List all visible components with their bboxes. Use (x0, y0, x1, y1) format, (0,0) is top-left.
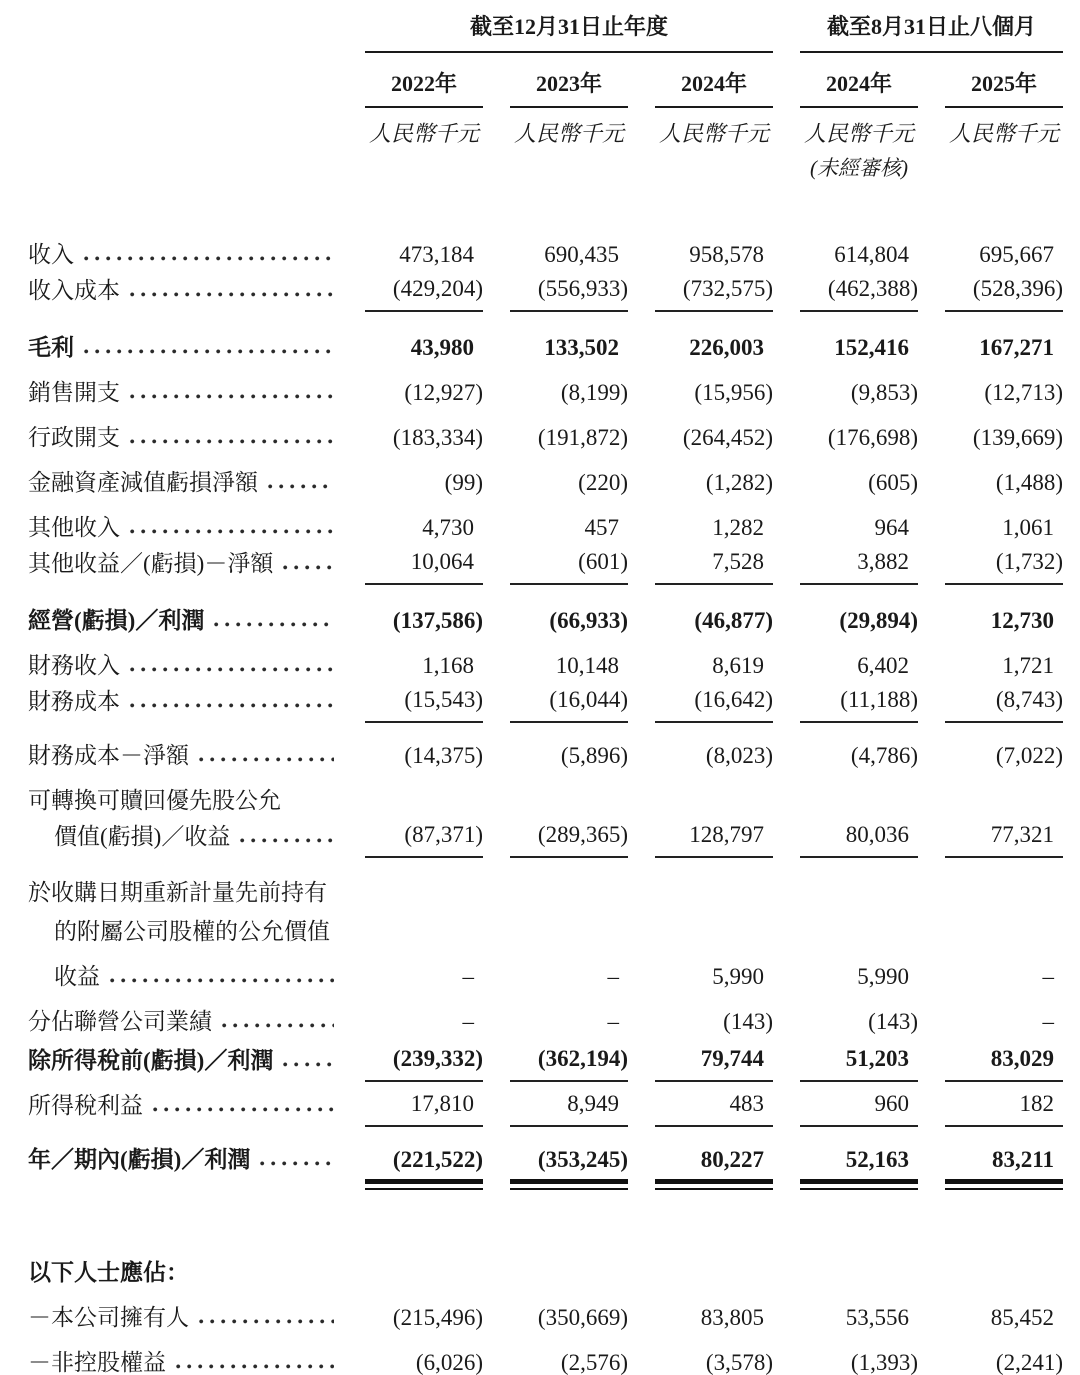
row-label-text: 經營(虧損)／利潤 (28, 607, 205, 633)
row-label (28, 608, 338, 633)
dot-leader (199, 1319, 334, 1324)
value-cell: (4,786) (850, 742, 918, 768)
dot-leader (214, 622, 334, 627)
row-label (28, 880, 338, 905)
table-row (28, 450, 1063, 495)
value-cell: – (607, 963, 619, 989)
unit-label: 人民幣千元 (513, 121, 624, 146)
double-rule (510, 1179, 628, 1190)
value-cell: (143) (723, 1008, 773, 1034)
year-header-row (28, 67, 1063, 108)
unit-label: 人民幣千元 (948, 121, 1059, 146)
value-cell: – (1042, 963, 1054, 989)
row-label-text: －本公司擁有人 (28, 1304, 189, 1330)
value-cell: (15,956) (694, 379, 773, 405)
row-label (28, 788, 338, 813)
dot-leader (110, 978, 334, 983)
value-cell: 83,211 (992, 1146, 1054, 1172)
value-cell: (9,853) (850, 379, 918, 405)
value-cell: 17,810 (365, 1091, 483, 1127)
value-cell: (176,698) (827, 424, 918, 450)
dot-leader (240, 838, 334, 843)
table-row (28, 315, 1063, 360)
value-cell: (1,488) (995, 469, 1063, 495)
value-cell: (2,576) (560, 1349, 628, 1375)
row-label (28, 278, 338, 312)
audit-note-unaudited: (未經審核) (810, 156, 908, 180)
value-cell: 80,227 (700, 1146, 764, 1172)
double-rule (365, 1179, 483, 1190)
row-label (28, 1048, 338, 1082)
table-header (28, 10, 1063, 182)
value-cell: (16,044) (510, 687, 628, 723)
dot-leader (222, 1023, 334, 1028)
value-cell: 77,321 (945, 822, 1063, 858)
dot-leader (268, 484, 334, 489)
row-label-text: 財務收入 (28, 652, 120, 678)
dot-leader (283, 1062, 334, 1067)
value-cell: (137,586) (392, 607, 483, 633)
row-label-text: 行政開支 (28, 424, 120, 450)
value-cell: 52,163 (845, 1146, 909, 1172)
value-cell: (8,023) (705, 742, 773, 768)
value-cell: 8,949 (510, 1091, 628, 1127)
value-cell: (16,642) (655, 687, 773, 723)
row-label (28, 743, 338, 768)
row-label-text: 收入成本 (28, 277, 120, 303)
value-cell: 43,980 (410, 334, 474, 360)
value-cell: 1,168 (422, 652, 474, 678)
value-cell: 960 (800, 1091, 918, 1127)
value-cell: (732,575) (655, 276, 773, 312)
row-label (28, 1260, 338, 1285)
row-label-text: 金融資產減值虧損淨額 (28, 469, 258, 495)
note-header-row (28, 152, 1063, 182)
value-cell: (3,578) (705, 1349, 773, 1375)
value-cell: (362,194) (510, 1046, 628, 1082)
value-cell: 226,003 (689, 334, 764, 360)
value-cell: (239,332) (365, 1046, 483, 1082)
value-cell: 133,502 (544, 334, 619, 360)
row-label (28, 380, 338, 405)
value-cell: (462,388) (800, 276, 918, 312)
value-cell: 1,721 (1002, 652, 1054, 678)
row-label-text: 收益 (54, 963, 100, 989)
value-cell: 6,402 (857, 652, 909, 678)
value-cell: 5,990 (857, 963, 909, 989)
value-cell: 614,804 (834, 241, 909, 267)
value-cell: (7,022) (995, 742, 1063, 768)
row-label-text: 毛利 (28, 334, 74, 360)
table-row (28, 1127, 1063, 1172)
row-label (28, 964, 338, 989)
value-cell: 457 (584, 514, 619, 540)
value-cell: (528,396) (945, 276, 1063, 312)
dot-leader (130, 394, 334, 399)
value-cell: 4,730 (422, 514, 474, 540)
row-label (28, 242, 338, 267)
dot-leader (199, 757, 334, 762)
row-label-text: 可轉換可贖回優先股公允 (28, 787, 281, 813)
table-row (28, 905, 1063, 944)
row-label (28, 1093, 338, 1127)
value-cell: (66,933) (549, 607, 628, 633)
dot-leader (283, 565, 334, 570)
value-cell: (1,732) (945, 549, 1063, 585)
period-group-annual (365, 10, 773, 53)
year-header-2024: 2024年 (655, 67, 773, 108)
value-cell: (8,743) (945, 687, 1063, 723)
value-cell: (14,375) (404, 742, 483, 768)
value-cell: 182 (945, 1091, 1063, 1127)
dot-leader (130, 703, 334, 708)
value-cell: (143) (868, 1008, 918, 1034)
row-label (28, 1009, 338, 1034)
double-rule-row (28, 1179, 1063, 1190)
year-header-2024-interim: 2024年 (800, 67, 918, 108)
table-body (28, 222, 1063, 1375)
row-label-text: 分佔聯營公司業績 (28, 1008, 212, 1034)
table-row (28, 1082, 1063, 1127)
row-label-text: 銷售開支 (28, 379, 120, 405)
table-row (28, 405, 1063, 450)
row-label (28, 1305, 338, 1330)
value-cell: (221,522) (392, 1146, 483, 1172)
value-cell: (353,245) (537, 1146, 628, 1172)
row-label (28, 335, 338, 360)
row-label (28, 551, 338, 585)
value-cell: (1,393) (850, 1349, 918, 1375)
row-label-text: 的附屬公司股權的公允價值 (54, 918, 330, 944)
table-row (28, 633, 1063, 678)
value-cell: (350,669) (537, 1304, 628, 1330)
value-cell: (1,282) (705, 469, 773, 495)
year-header-2023: 2023年 (510, 67, 628, 108)
dot-leader (260, 1161, 334, 1166)
value-cell: (2,241) (995, 1349, 1063, 1375)
row-label (28, 1147, 338, 1172)
value-cell: (8,199) (560, 379, 628, 405)
value-cell: 1,061 (1002, 514, 1054, 540)
row-label (28, 515, 338, 540)
unit-label: 人民幣千元 (658, 121, 769, 146)
table-row (28, 1330, 1063, 1375)
year-header-2022: 2022年 (365, 67, 483, 108)
period-group-row (28, 10, 1063, 53)
value-cell: (191,872) (537, 424, 628, 450)
table-row (28, 222, 1063, 267)
value-cell: 3,882 (800, 549, 918, 585)
unit-label: 人民幣千元 (368, 121, 479, 146)
row-label-text: 其他收入 (28, 514, 120, 540)
value-cell: (601) (510, 549, 628, 585)
value-cell: 10,064 (365, 549, 483, 585)
value-cell: – (462, 963, 474, 989)
row-label-text: 除所得稅前(虧損)／利潤 (28, 1047, 274, 1073)
table-row (28, 540, 1063, 585)
value-cell: 53,556 (845, 1304, 909, 1330)
value-cell: – (462, 1008, 474, 1034)
value-cell: 964 (874, 514, 909, 540)
row-label-text: 年／期內(虧損)／利潤 (28, 1146, 251, 1172)
value-cell: 79,744 (655, 1046, 773, 1082)
value-cell: (5,896) (560, 742, 628, 768)
dot-leader (153, 1107, 334, 1112)
value-cell: (605) (868, 469, 918, 495)
row-label (28, 425, 338, 450)
value-cell: 7,528 (655, 549, 773, 585)
row-label-text: 價值(虧損)／收益 (54, 823, 231, 849)
table-row (28, 1246, 1063, 1285)
value-cell: (556,933) (510, 276, 628, 312)
value-cell: 152,416 (834, 334, 909, 360)
row-label (28, 689, 338, 723)
table-row (28, 1037, 1063, 1082)
row-label-text: 於收購日期重新計量先前持有 (28, 879, 327, 905)
row-label (28, 824, 338, 858)
value-cell: (11,188) (800, 687, 918, 723)
table-row (28, 866, 1063, 905)
value-cell: 958,578 (689, 241, 764, 267)
row-label-text: 財務成本 (28, 688, 120, 714)
value-cell: 10,148 (555, 652, 619, 678)
row-label (28, 470, 338, 495)
audit-note (945, 152, 1063, 182)
double-rule (945, 1179, 1063, 1190)
value-cell: 85,452 (990, 1304, 1054, 1330)
dot-leader (176, 1364, 334, 1369)
table-row (28, 495, 1063, 540)
year-header-2025: 2025年 (945, 67, 1063, 108)
value-cell: (289,365) (510, 822, 628, 858)
value-cell: (46,877) (694, 607, 773, 633)
value-cell: (183,334) (392, 424, 483, 450)
dot-leader (84, 256, 334, 261)
table-row (28, 588, 1063, 633)
value-cell: 8,619 (712, 652, 764, 678)
dot-leader (130, 529, 334, 534)
audit-note (655, 152, 773, 182)
value-cell: (264,452) (682, 424, 773, 450)
value-cell: (215,496) (392, 1304, 483, 1330)
period-group-interim (800, 10, 1063, 53)
table-row (28, 267, 1063, 312)
value-cell: 80,036 (800, 822, 918, 858)
period-group-interim-title: 截至8月31日止八個月 (826, 14, 1036, 39)
table-row (28, 944, 1063, 989)
value-cell: 483 (655, 1091, 773, 1127)
value-cell: (12,713) (984, 379, 1063, 405)
table-row (28, 813, 1063, 858)
value-cell: – (1042, 1008, 1054, 1034)
value-cell: (87,371) (365, 822, 483, 858)
value-cell: (29,894) (839, 607, 918, 633)
table-row (28, 774, 1063, 813)
dot-leader (130, 439, 334, 444)
value-cell: 83,029 (945, 1046, 1063, 1082)
value-cell: 128,797 (655, 822, 773, 858)
value-cell: 1,282 (712, 514, 764, 540)
value-cell: (6,026) (415, 1349, 483, 1375)
row-label-text: 收入 (28, 241, 74, 267)
value-cell: 690,435 (544, 241, 619, 267)
double-rule (800, 1179, 918, 1190)
value-cell: (220) (578, 469, 628, 495)
row-label-text: 所得稅利益 (28, 1092, 143, 1118)
table-row (28, 678, 1063, 723)
audit-note (365, 152, 483, 182)
table-row (28, 1285, 1063, 1330)
dot-leader (130, 292, 334, 297)
table-row (28, 360, 1063, 405)
row-label-text: 其他收益／(虧損)－淨額 (28, 550, 274, 576)
row-label (28, 1350, 338, 1375)
value-cell: 473,184 (399, 241, 474, 267)
period-group-annual-title: 截至12月31日止年度 (469, 14, 668, 39)
row-label-text: 以下人士應佔： (28, 1259, 189, 1285)
value-cell: (12,927) (404, 379, 483, 405)
double-rule (655, 1179, 773, 1190)
value-cell: (429,204) (365, 276, 483, 312)
value-cell: (99) (444, 469, 483, 495)
value-cell: 695,667 (979, 241, 1054, 267)
row-label (28, 919, 338, 944)
audit-note (510, 152, 628, 182)
value-cell: 12,730 (990, 607, 1054, 633)
value-cell: 51,203 (800, 1046, 918, 1082)
value-cell: (15,543) (365, 687, 483, 723)
value-cell: 5,990 (712, 963, 764, 989)
row-label (28, 653, 338, 678)
dot-leader (130, 667, 334, 672)
value-cell: – (607, 1008, 619, 1034)
value-cell: 167,271 (979, 334, 1054, 360)
unit-header-row (28, 117, 1063, 148)
table-row (28, 989, 1063, 1034)
row-label-text: 財務成本－淨額 (28, 742, 189, 768)
value-cell: 83,805 (700, 1304, 764, 1330)
value-cell: (139,669) (972, 424, 1063, 450)
unit-label: 人民幣千元 (803, 121, 914, 146)
row-label-text: －非控股權益 (28, 1349, 166, 1375)
dot-leader (84, 349, 334, 354)
table-row (28, 723, 1063, 768)
